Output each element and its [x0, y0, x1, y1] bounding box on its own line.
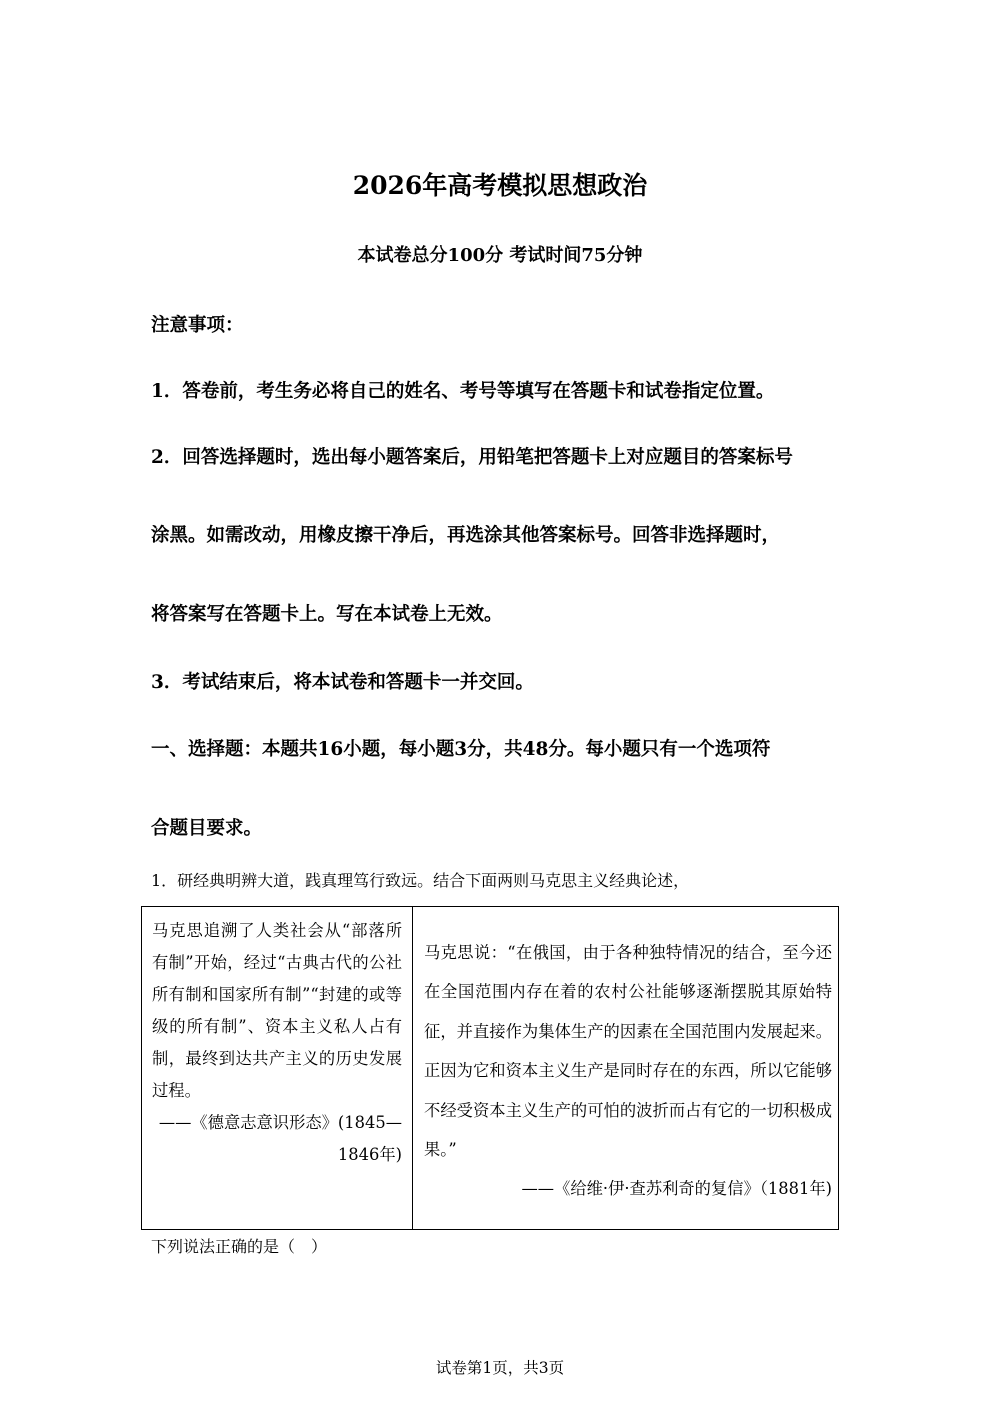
page-footer: 试卷第1页，共3页 [435, 1359, 565, 1377]
note-item-2-line-2: 涂黑。如需改动，用橡皮擦干净后，再选涂其他答案标号。回答非选择题时， [151, 525, 781, 546]
quote-cell-left [152, 915, 402, 1171]
note-item-3: 3．考试结束后，将本试卷和答题卡一并交回。 [151, 672, 534, 693]
note-item-2-line-1: 2．回答选择题时，选出每小题答案后，用铅笔把答题卡上对应题目的答案标号 [151, 447, 793, 468]
notes-heading: 注意事项： [151, 315, 244, 336]
quote-right-text: 马克思说：“在俄国，由于各种独特情况的结合，至今还在全国范围内存在着的农村公社能够逐渐摆脱其原始特征，并直接作为集体生产的因素在全国范围内发展起来。正因为它和资本主义生产是同时存在的东西，所以它能够不经受资本主义生产的可怕的波折而占有它的一切积极成果。” [424, 943, 832, 1160]
quote-left-source: ——《德意志意识形态》(1845—1846年) [158, 1113, 402, 1164]
exam-title: 2026年高考模拟思想政治 [352, 171, 648, 200]
section-heading-line-1: 一、选择题：本题共16小题，每小题3分，共48分。每小题只有一个选项符 [151, 739, 771, 760]
question-1-prompt: 下列说法正确的是（ ） [151, 1237, 328, 1256]
quote-table [141, 906, 839, 1230]
quote-left-text: 马克思追溯了人类社会从“部落所有制”开始，经过“古典古代的公社所有制和国家所有制”“封建的或等级的所有制”、资本主义私人占有制，最终到达共产主义的历史发展过程。 [152, 921, 402, 1100]
exam-subtitle: 本试卷总分100分 考试时间75分钟 [357, 245, 643, 266]
note-item-2-line-3: 将答案写在答题卡上。写在本试卷上无效。 [151, 604, 503, 625]
note-item-1: 1．答卷前，考生务必将自己的姓名、考号等填写在答题卡和试卷指定位置。 [151, 381, 775, 402]
question-1-stem: 1．研经典明辨大道，践真理笃行致远。结合下面两则马克思主义经典论述， [151, 871, 690, 890]
section-heading-line-2: 合题目要求。 [151, 818, 263, 839]
quote-cell-right [424, 933, 832, 1209]
quote-right-source: ——《给维·伊·查苏利奇的复信》（1881年) [521, 1179, 832, 1199]
table-divider [412, 907, 413, 1229]
